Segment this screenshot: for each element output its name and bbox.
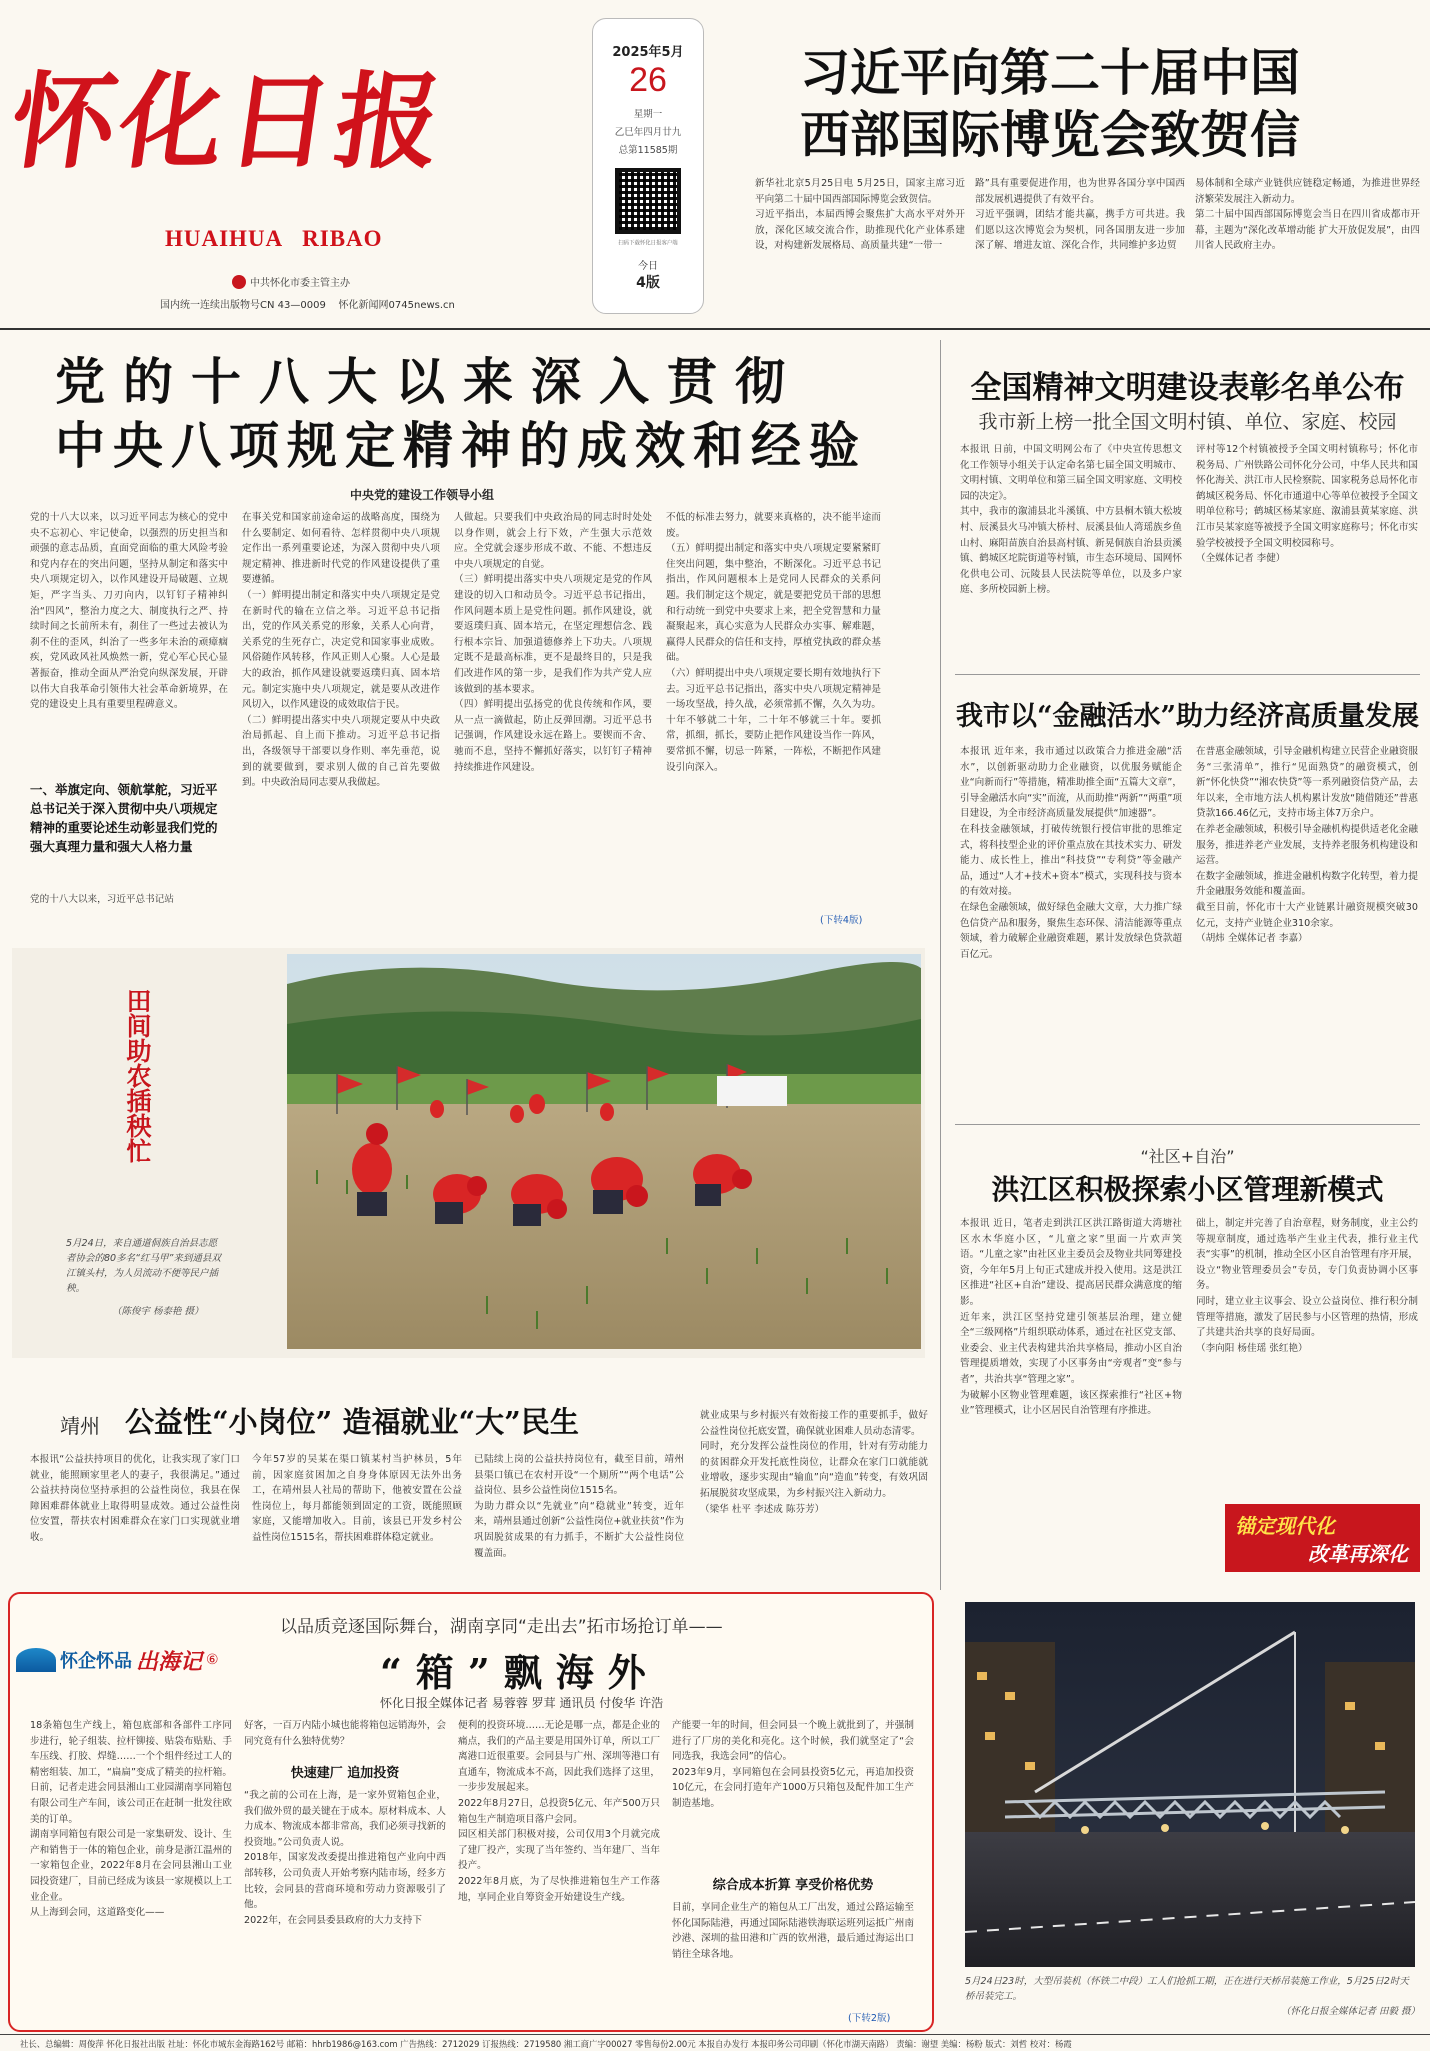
jingzhou-col1: 本报讯“公益扶持项目的优化，让我实现了家门口就业，能照顾家里老人的妻子，我很满足。”通过公益扶持岗位坚持承担的公益性岗位，我县在保障困难群体就业上取得明显成效。通过公益性岗位安置，帮扶农村困难群众在家门口实现就业增收。 [30,1454,240,1543]
jingzhou-title[interactable]: 公益性“小岗位” 造福就业“大”民生 [125,1405,579,1439]
series-col3: 便利的投资环境……无论是哪一点，都是企业的痛点，我们的产品主要是用国外订单，所以工厂离港口近很重要。会同县与广州、深圳等港口有直通车，物流成本不高，因此我们选择了这里，一步步发展起来。 2022年8月27日，总投资5亿元、年产500万只箱包生产制造项目落户会同。 园区相关部门积极对接，公司仅用3个月就完成了建厂投产，实现了当年签约、当年建厂、当年投产。 2022年8月底，为了尽快推进箱包生产工作落地，享同企业自筹资金开始建设生产线。 [458,1720,660,1903]
logo-pinyin: HUAIHUA RIBAO [165,226,383,251]
right-rule-2 [955,1124,1420,1125]
photo1-heading: 田间助农插秧忙 [123,988,152,1163]
main-jump-link[interactable]: (下转4版) [820,915,863,926]
series-col4: 产能要一年的时间，但会同县一个晚上就批到了，并强制进行了厂房的美化和亮化。这个时候，我们就坚定了“会同选我，我选会同”的信心。 2023年9月，享同箱包在会同县投资5亿元，再追加投资10亿元，在会同打造年产1000万只箱包及配件加工生产制造基地。 [672,1720,914,1809]
lead-col3: 易体制和全球产业链供应链稳定畅通，为推进世界经济繁荣发展注入新动力。 第二十届中国西部国际博览会当日在四川省成都市开幕，主题为“深化改革增动能 扩大开放促发展”，由四川省人民政府主办。 [1195,178,1420,252]
series-col4b: 目前，享同企业生产的箱包从工厂出发，通过公路运输至怀化国际陆港，再通过国际陆港铁海联运班列运抵广州南沙港、深圳的盐田港和广西的钦州港，最后通过海运出口销往全球各地。 [672,1902,914,1960]
date-weekday: 星期一 [633,109,663,120]
series-logo [16,1638,276,1682]
photo1-block [12,948,925,1358]
main-title-line2: 中央八项规定精神的成效和经验 [55,416,867,475]
date-year-month: 2025年5月 [612,45,684,60]
right3-col1: 本报讯 近日，笔者走到洪江区洪江路街道大湾塘社区水木华庭小区，“儿童之家”里面一片欢声笑语。“儿童之家”由社区业主委员会及物业共同筹建投资，今年年5月上旬正式建成并投入使用。这是洪江区推进“社区+自治”建设、提高居民群众满意度的缩影。 近年来，洪江区坚持党建引领基层治理，建立健全“三级网格”片组织联动体系，通过在社区党支部、业委会、业主代表构建共治共享格局，推动小区自治管理提质增效，实现了小区事务由“旁观者”变“参与者”，共治共享“管理之家”。 为破解小区物业管理难题，该区探索推行“社区+物业”管理模式，让小区居民自治管理有序推进。 [960,1218,1182,1417]
publication-numbers: 国内统一连续出版物号CN 43—0009 怀化新闻网0745news.cn [160,300,455,311]
pages-count: 4版 [636,275,660,291]
main-subhead: 一、举旗定向、领航掌舵，习近平总书记关于深入贯彻中央八项规定精神的重要论述生动彰显我们党的强大真理力量和强大人格力量 [30,782,218,854]
lead-col1: 新华社北京5月25日电 5月25日，国家主席习近平向第二十届中国西部国际博览会致贺信。 习近平指出，本届西博会聚焦扩大高水平对外开放，深化区域交流合作，助推现代化产业体系建设，对构建新发展格局、高质量共建“一带一 [755,178,965,252]
right2-title[interactable]: 我市以“金融活水”助力经济高质量发展 [955,701,1420,732]
bridge-construction-illustration [965,1602,1415,1967]
qr-code[interactable] [615,168,681,234]
right3-kicker: “社区+自治” [1140,1147,1235,1166]
night-bridge-photo[interactable] [965,1602,1415,1967]
date-day: 26 [629,61,667,99]
jingzhou-col3: 已陆续上岗的公益扶持岗位有，截至目前，靖州县渠口镇已在农村开设“一个厕所”“两个电话”公益岗位、县乡公益性岗位1515名。 为助力群众以“先就业”向“稳就业”转变，近年来，靖州县通过创新“公益性岗位+就业扶贫”作为巩固脱贫成果的有力抓手，不断扩大公益性岗位覆盖面。 [474,1454,684,1559]
photo1-caption: 5月24日，来自通道侗族自治县志愿者协会的80多名“红马甲”来到通县双江镇头村，为人员流动不便等民户插秧。 [66,1238,221,1294]
series-title[interactable]: “箱”飘海外 [380,1650,660,1695]
right3-col2: 础上，制定并完善了自治章程，财务制度，业主公约等规章制度，通过选举产生业主代表，推行业主代表“实事”的机制，推动全区小区自治管理有序开展，设立“物业管理委员会”专员，专门负责协调小区事务。 同时，建立业主议事会、设立公益岗位、推行积分制管理等措施，激发了居民参与小区管理的热情，形成了共建共治共享的良好局面。 （李向阳 杨佳瑶 张红艳） [1196,1218,1418,1354]
jingzhou-col4: 就业成果与乡村振兴有效衔接工作的重要抓手，做好公益性岗位托底安置，确保就业困难人员动态清零。 同时，充分发挥公益性岗位的作用，针对有劳动能力的贫困群众开发托底性岗位，让群众在家门口就能就业增收，逐步实现由“输血”向“造血”转变，有效巩固拓展脱贫攻坚成果，为乡村振兴注入新动力。 （梁华 杜平 李述成 陈芬芳） [700,1410,928,1515]
masthead-rule [0,328,1430,330]
footer-info: 社长、总编辑：周俊萍 怀化日报社出版 社址：怀化市城东金海路162号 邮箱：hhrb1986@163.com 广告热线：2712029 订报热线：2719580 湘工商广字00027 零售每份2.00元 本报自办发行 本报印务公司印刷（怀化市湖天南路） 责编：谢望 美编：杨粉 版式：刘哲 校对：杨霞 [20,2039,1072,2049]
main-title-line1: 党的十八大以来深入贯彻 [55,352,803,411]
main-col1b: 党的十八大以来，习近平总书记站 [30,894,174,905]
jingzhou-col2: 今年57岁的吴某在渠口镇某村当护林员，5年前，因家庭贫困加之自身身体原因无法外出务工，在靖州县人社局的帮助下，他被安置在公益性岗位上，每月都能领到固定的工资，既能照顾家庭，又能增加收入。目前，该县已开发乡村公益性岗位1515名，帮扶困难群体稳定就业。 [252,1454,462,1543]
lead-headline[interactable] [800,42,1420,166]
reform-badge [1225,1504,1420,1572]
date-box [592,18,704,314]
column-divider [940,340,941,1590]
series-logo-num: ⑥ [206,1652,219,1668]
wave-icon [16,1648,56,1672]
right1-title[interactable]: 全国精神文明建设表彰名单公布 [970,370,1405,406]
series-subhead1: 快速建厂 追加投资 [290,1766,400,1781]
main-col1: 党的十八大以来，以习近平同志为核心的党中央不忘初心、牢记使命，以强烈的历史担当和顽强的意志品质，直面党面临的重大风险考验和党内存在的突出问题，坚持从制定和落实中央八项规定切入，以作风建设开局破题、立规矩，严字当头、刀刃向内，以钉钉子精神纠治“四风”，整治力度之大、制度执行之严、持续时间之长前所未有，刹住了一些过去被认为刹不住的歪风，纠治了一些多年未治的顽瘴痼疾，党风政风社风焕然一新，党心军心民心显著振奋，推动全面从严治党向纵深发展，开辟以伟大自我革命引领伟大社会革命新境界，在党的建设史上具有重要里程碑意义。 [30,512,228,711]
lead-title-line2: 西部国际博览会致贺信 [800,105,1300,164]
series-col1: 18条箱包生产线上，箱包底部和各部件工序同步进行，轮子组装、拉杆铆接、贴袋布贴贴、手车压线、打胶、焊缝……一个个组件经过工人的精密组装、加工，“扁扁”变成了精美的拉杆箱。日前，记者走进会同县湘山工业园湖南享同箱包有限公司生产车间，该公司正在赶制一批发往欧美的订单。 湖南享同箱包有限公司是一家集研发、设计、生产和销售于一体的箱包企业，前身是浙江温州的一家箱包企业，2022年8月在会同县湘山工业园投资建厂，目前已经成为该县一家规模以上工业企业。 从上海到会同，这道路变化—— [30,1720,232,1919]
rice-field-illustration [287,954,921,1349]
series-col2b: “我之前的公司在上海，是一家外贸箱包企业，我们做外贸的最关键在于成本。原材料成本、人力成本、物流成本都非常高，我们必须寻找新的投资地。”公司负责人说。 2018年，国家发改委提出推进箱包产业向中西部转移，公司负责人开始考察内陆市场，经多方比较，会同县的营商环境和劳动力资源吸引了他。 2022年，在会同县委县政府的大力支持下 [244,1790,446,1926]
photo2-credit: （怀化日报全媒体记者 田毅 摄） [1280,2006,1420,2017]
right2-col2: 在普惠金融领域，引导金融机构建立民营企业融资服务“三张清单”，推行“见面熟贷”的融资模式，创新“怀化快贷”“湘农快贷”等一系列融资信贷产品，去年以来，全市地方法人机构累计发放“随借随还”普惠贷款166.46亿元，支持市场主体7万余户。 在养老金融领域，积极引导金融机构提供适老化金融服务，推进养老产业发展，支持养老服务机构建设和运营。 在数字金融领域，推进金融机构数字化转型，着力提升金融服务效能和覆盖面。 截至目前，怀化市十大产业链累计融资规模突破30亿元，支持产业链企业310余家。 （胡炜 全媒体记者 李嘉） [1196,746,1418,945]
newspaper-logo: 怀化日报 [3,60,453,183]
main-col2: 在事关党和国家前途命运的战略高度，围绕为什么要制定、如何看待、怎样贯彻中央八项规定作出一系列重要论述，为深入贯彻中央八项规定精神、推进新时代党的作风建设提供了重要遵循。 （一）鲜明提出制定和落实中央八项规定是党在新时代的输在立信之举。习近平总书记指出，党的作风关系党的形象，关系人心向背，关系党的生死存亡，决定党和国家事业成败。风俗随作风转移，作风正则人心聚。人心是最大的政治，抓作风建设就要返璞归真、固本培元。制定实施中央八项规定，就是要从改进作风切入，以作风建设的成效取信于民。 （二）鲜明提出落实中央八项规定要从中央政治局抓起、自上而下推动。习近平总书记指出，各级领导干部要以身作则、率先垂范，说到的就要做到，要求别人做的自己首先要做到。中央政治局同志要从我做起。 [242,512,440,789]
series-byline: 怀化日报全媒体记者 易蓉蓉 罗茸 通讯员 付俊华 许浩 [380,1696,664,1710]
photo1-credit: （陈俊宇 杨泰艳 摄） [112,1306,204,1317]
right1-subtitle: 我市新上榜一批全国文明村镇、单位、家庭、校园 [978,411,1397,433]
issue-number: 总第11585期 [618,145,678,156]
right-rule-1 [955,674,1420,675]
reform-line1: 锚定现代化 [1235,1514,1335,1538]
right1-col1: 本报讯 日前，中国文明网公布了《中央宣传思想文化工作领导小组关于认定命名第七届全国文明城市、文明村镇、文明单位和第三届全国文明家庭、文明校园的决定》。 其中，我市的溆浦县北斗溪镇、中方县桐木镇大松坡村、辰溪县火马冲镇大桥村、辰溪县仙人湾瑶族乡鱼山村、麻阳苗族自治县高村镇、新晃侗族自治县贡溪镇、鹤城区坨院街道等村镇，市生态环境局、国网怀化供电公司、沅陵县人民法院等单位，以及多户家庭、多所校园新上榜。 [960,444,1182,596]
right2-col1: 本报讯 近年来，我市通过以政策合力推进金融“活水”，以创新驱动助力企业融资，以优服务赋能企业“向新而行”等措施，精准助推全面“五篇大文章”，引导金融活水向“实”而流，从而助推“两新”“两重”项目建设，为全市经济高质量发展提供“加速器”。 在科技金融领域，打破传统银行授信审批的思维定式，将科技型企业的评价重点放在其技术实力、研发能力、成长性上，推出“科技贷”“专利贷”等金融产品，通过“人才+技术+资本”模式，实现科技与资本的有效对接。 在绿色金融领域，做好绿色金融大文章，大力推广绿色信贷产品和服务，聚焦生态环保、清洁能源等重点领域，着力破解企业融资难题，累计发放绿色贷款超百亿元。 [960,746,1182,960]
series-logo-main: 怀企怀品 [60,1651,132,1672]
right1-col2: 评村等12个村镇被授予全国文明村镇称号；怀化市税务局、广州铁路公司怀化分公司，中华人民共和国怀化海关、洪江市人民检察院、国家税务总局怀化市鹤城区税务局、怀化市通道中心等单位被授予全国文明单位称号；鹤城区杨某家庭、溆浦县黄某家庭、洪江市吴某家庭等被授予全国文明家庭称号；怀化市实验学校被授予全国文明校园称号。 （全媒体记者 李健） [1196,444,1418,565]
main-headline[interactable] [55,350,885,478]
qr-note: 扫码下载怀化日报客户端 [618,240,678,247]
right3-title[interactable]: 洪江区积极探索小区管理新模式 [991,1173,1384,1206]
series-jump-link[interactable]: (下转2版) [848,2013,891,2024]
party-emblem-icon [232,275,246,289]
date-lunar: 乙巳年四月廿九 [614,127,682,138]
footer-rule [0,2034,1430,2035]
masthead [0,0,1430,320]
lead-title-line1: 习近平向第二十届中国 [800,43,1300,102]
series-kicker: 以品质竞逐国际舞台，湖南享同“走出去”拓市场抢订单—— [280,1617,723,1637]
main-col4: 不低的标准去努力，就要来真格的，决不能半途而废。 （五）鲜明提出制定和落实中央八项规定要紧紧盯住突出问题，集中整治，不断深化。习近平总书记指出，作风问题根本上是党同人民群众的关系问题。我们制定这个规定，就是要把党员干部的思想和行动统一到党中央要求上来，把全党智慧和力量凝聚起来，真心实意为人民群众办实事、解难题，赢得人民群众的信任和支持，厚植党执政的群众基础。 （六）鲜明提出中央八项规定要长期有效地执行下去。习近平总书记指出，落实中央八项规定精神是一场攻坚战，持久战，必须常抓不懈，久久为功。十年不够就二十年，二十年不够就三十年。要抓常，抓细，抓长，要防止把作风建设当作一阵风，要常抓不懈，切忌一阵紧，一阵松，不断把作风建设引向深入。 [666,512,881,773]
series-subhead2: 综合成本折算 享受价格优势 [712,1878,874,1893]
rice-planting-photo[interactable] [287,954,921,1349]
lead-col2: 路”具有重要促进作用，也为世界各国分享中国西部发展机遇提供了有效平台。 习近平强调，团结才能共赢，携手方可共进。我们愿以这次博览会为契机，同各国朋友进一步加深了解、增进友谊、深化合作，共同维护多边贸 [975,178,1185,252]
main-col3: 人做起。只要我们中央政治局的同志时时处处以身作则，就会上行下效，产生强大示范效应。全党就会逐步形成不敢、不能、不想违反中央八项规定的自觉。 （三）鲜明提出落实中央八项规定是党的作风建设的切入口和动员令。习近平总书记指出，作风问题本质上是党性问题。抓作风建设，就要返璞归真、固本培元，在坚定理想信念、践行根本宗旨、加强道德修养上下功夫。八项规定既不是最高标准，更不是最终目的，只是我们改进作风的第一步，是我们作为共产党人应该做到的基本要求。 （四）鲜明提出弘扬党的优良传统和作风，要从一点一滴做起，防止反弹回潮。习近平总书记强调，作风建设永远在路上。要锲而不舍、驰而不息，坚持不懈抓好落实，以钉钉子精神持续推进作风建设。 [454,512,652,773]
series-logo-sub: 出海记 [136,1648,203,1675]
main-byline: 中央党的建设工作领导小组 [350,488,495,502]
photo2-caption: 5月24日23时，大型吊装机（怀铁二中段）工人们抢抓工期，正在进行天桥吊装施工作业，5月25日2时天桥吊装完工。 [965,1976,1409,2002]
series-col2: 好客，一百万内陆小城也能将箱包远销海外，会同究竟有什么独特优势？ [244,1720,446,1747]
pages-label: 今日 [638,261,658,272]
publisher-org: 中共怀化市委主管主办 [232,274,350,289]
jingzhou-place: 靖州 [60,1414,100,1438]
reform-line2: 改革再深化 [1308,1542,1408,1566]
